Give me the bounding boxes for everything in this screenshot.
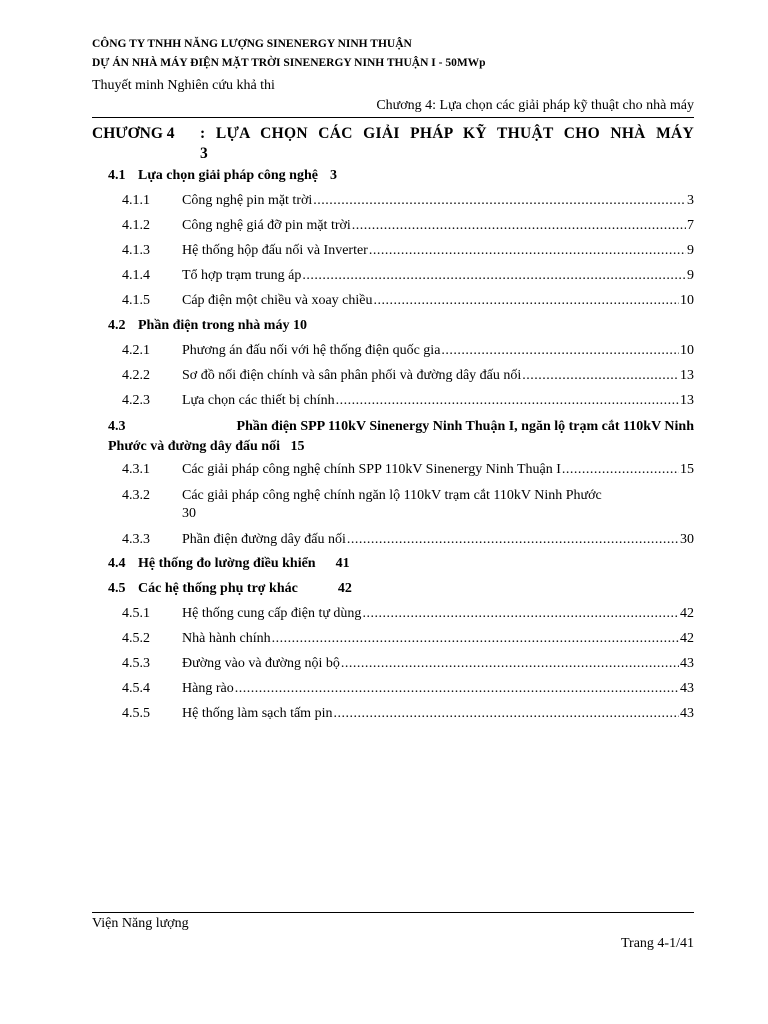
toc-leader [333,706,679,722]
toc-title: Công nghệ pin mặt trời [182,193,313,208]
toc-title: Cáp điện một chiều và xoay chiều [182,293,373,308]
toc-leader [336,393,679,409]
footer-page-number: Trang 4-1/41 [621,936,694,951]
toc-leader [272,631,679,647]
toc-item-4-2-1[interactable] [122,343,694,359]
toc-number: 4.5.2 [122,631,150,646]
toc-section-4-5[interactable] [108,581,352,597]
toc-title: Phần điện trong nhà máy [138,318,290,333]
toc-page: 9 [687,243,694,258]
toc-leader [362,606,679,622]
chapter-label: CHƯƠNG 4 [92,125,175,142]
toc-item-4-5-5[interactable] [122,706,694,722]
toc-page: 30 [680,532,694,547]
toc-leader [341,656,679,672]
toc-title: Hệ thống đo lường điều khiển [138,556,316,571]
toc-number: 4.5.1 [122,606,150,621]
toc-number: 4.3.3 [122,532,150,547]
toc-number: 4.5 [108,581,126,596]
footer-organization: Viện Năng lượng [92,916,189,931]
toc-page: 15 [290,439,305,454]
toc-number: 4.1.3 [122,243,150,258]
toc-title: Tổ hợp trạm trung áp [182,268,302,283]
toc-item-4-2-3[interactable] [122,393,694,409]
toc-number: 4.2.3 [122,393,150,408]
toc-item-4-1-2[interactable] [122,218,694,234]
toc-page: 42 [680,606,694,621]
toc-title: Lựa chọn giải pháp công nghệ [138,168,318,183]
toc-item-4-1-3[interactable] [122,243,694,259]
toc-title: Công nghệ giá đỡ pin mặt trời [182,218,351,233]
toc-page: 43 [680,656,694,671]
toc-item-4-5-1[interactable] [122,606,694,622]
toc-page: 43 [680,681,694,696]
toc-page: 7 [687,218,694,233]
header-document-type: Thuyết minh Nghiên cứu khả thi [92,78,275,93]
toc-leader [369,243,686,259]
toc-leader [352,218,686,234]
toc-title: Các giải pháp công nghệ chính ngăn lộ 110kV trạm cắt 110kV Ninh Phước [182,488,602,503]
toc-leader [374,293,680,309]
toc-title: Hệ thống cung cấp điện tự dùng [182,606,362,621]
toc-item-4-3-1[interactable] [122,462,694,478]
toc-title: Hàng rào [182,681,234,696]
toc-item-4-5-2[interactable] [122,631,694,647]
toc-section-4-1[interactable] [108,168,337,184]
toc-title-line1: Phần điện SPP 110kV Sinenergy Ninh Thuận I, ngăn lộ trạm cắt 110kV Ninh [236,419,694,434]
header-rule [92,117,694,118]
toc-number: 4.3.2 [122,488,150,503]
toc-page: 9 [687,268,694,283]
toc-title: Hệ thống hộp đấu nối và Inverter [182,243,368,258]
toc-title: Sơ đồ nối điện chính và sân phân phối và đường dây đấu nối [182,368,522,383]
toc-title: Hệ thống làm sạch tấm pin [182,706,333,721]
toc-title: Phương án đấu nối với hệ thống điện quốc gia [182,343,441,358]
toc-page: 42 [680,631,694,646]
toc-title: Lựa chọn các thiết bị chính [182,393,335,408]
header-chapter-title: Chương 4: Lựa chọn các giải pháp kỹ thuật cho nhà máy [376,98,694,113]
toc-page: 43 [680,706,694,721]
toc-page: 42 [337,581,352,596]
toc-page: 3 [687,193,694,208]
toc-number: 4.1.2 [122,218,150,233]
toc-leader [235,681,679,697]
toc-item-4-5-4[interactable] [122,681,694,697]
toc-number: 4.1.5 [122,293,150,308]
toc-leader [347,532,679,548]
toc-title: Đường vào và đường nội bộ [182,656,340,671]
toc-number: 4.2.2 [122,368,150,383]
toc-page: 10 [680,293,694,308]
toc-leader [522,368,679,384]
toc-section-4-3[interactable] [108,417,694,457]
toc-title: Các giải pháp công nghệ chính SPP 110kV Sinenergy Ninh Thuận I [182,462,561,477]
toc-number: 4.3.1 [122,462,150,477]
toc-number: 4.4 [108,556,126,571]
toc-page: 15 [680,462,694,477]
header-project: DỰ ÁN NHÀ MÁY ĐIỆN MẶT TRỜI SINENERGY NINH THUẬN I - 50MWp [92,57,486,69]
toc-title-line2: Phước và đường dây đấu nối [108,439,280,454]
toc-title: Nhà hành chính [182,631,271,646]
toc-page: 3 [329,168,337,183]
toc-item-4-1-1[interactable] [122,193,694,209]
toc-number: 4.2.1 [122,343,150,358]
toc-page: 13 [680,393,694,408]
toc-leader [313,193,686,209]
toc-item-4-1-5[interactable] [122,293,694,309]
toc-title: Phần điện đường dây đấu nối [182,532,346,547]
toc-number: 4.5.4 [122,681,150,696]
toc-title: Các hệ thống phụ trợ khác [138,581,298,596]
footer-rule [92,912,694,913]
toc-item-4-5-3[interactable] [122,656,694,672]
chapter-title: : LỰA CHỌN CÁC GIẢI PHÁP KỸ THUẬT CHO NHÀ MÁY [200,125,694,142]
toc-page: 10 [680,343,694,358]
toc-number: 4.1.4 [122,268,150,283]
toc-page: 13 [680,368,694,383]
toc-section-4-4[interactable] [108,556,350,572]
toc-page: 41 [335,556,350,571]
chapter-page: 3 [200,145,208,162]
toc-section-4-2[interactable] [108,318,307,334]
toc-leader [302,268,686,284]
toc-leader [441,343,679,359]
toc-item-4-1-4[interactable] [122,268,694,284]
toc-number: 4.5.5 [122,706,150,721]
toc-page: 30 [182,506,196,521]
toc-number: 4.1.1 [122,193,150,208]
toc-number: 4.1 [108,168,126,183]
toc-item-4-2-2[interactable] [122,368,694,384]
toc-item-4-3-3[interactable] [122,532,694,548]
toc-number: 4.2 [108,318,126,333]
toc-number: 4.5.3 [122,656,150,671]
toc-leader [562,462,679,478]
toc-page: 10 [292,318,307,333]
toc-number: 4.3 [108,419,126,434]
header-company: CÔNG TY TNHH NĂNG LƯỢNG SINENERGY NINH THUẬN [92,38,412,50]
